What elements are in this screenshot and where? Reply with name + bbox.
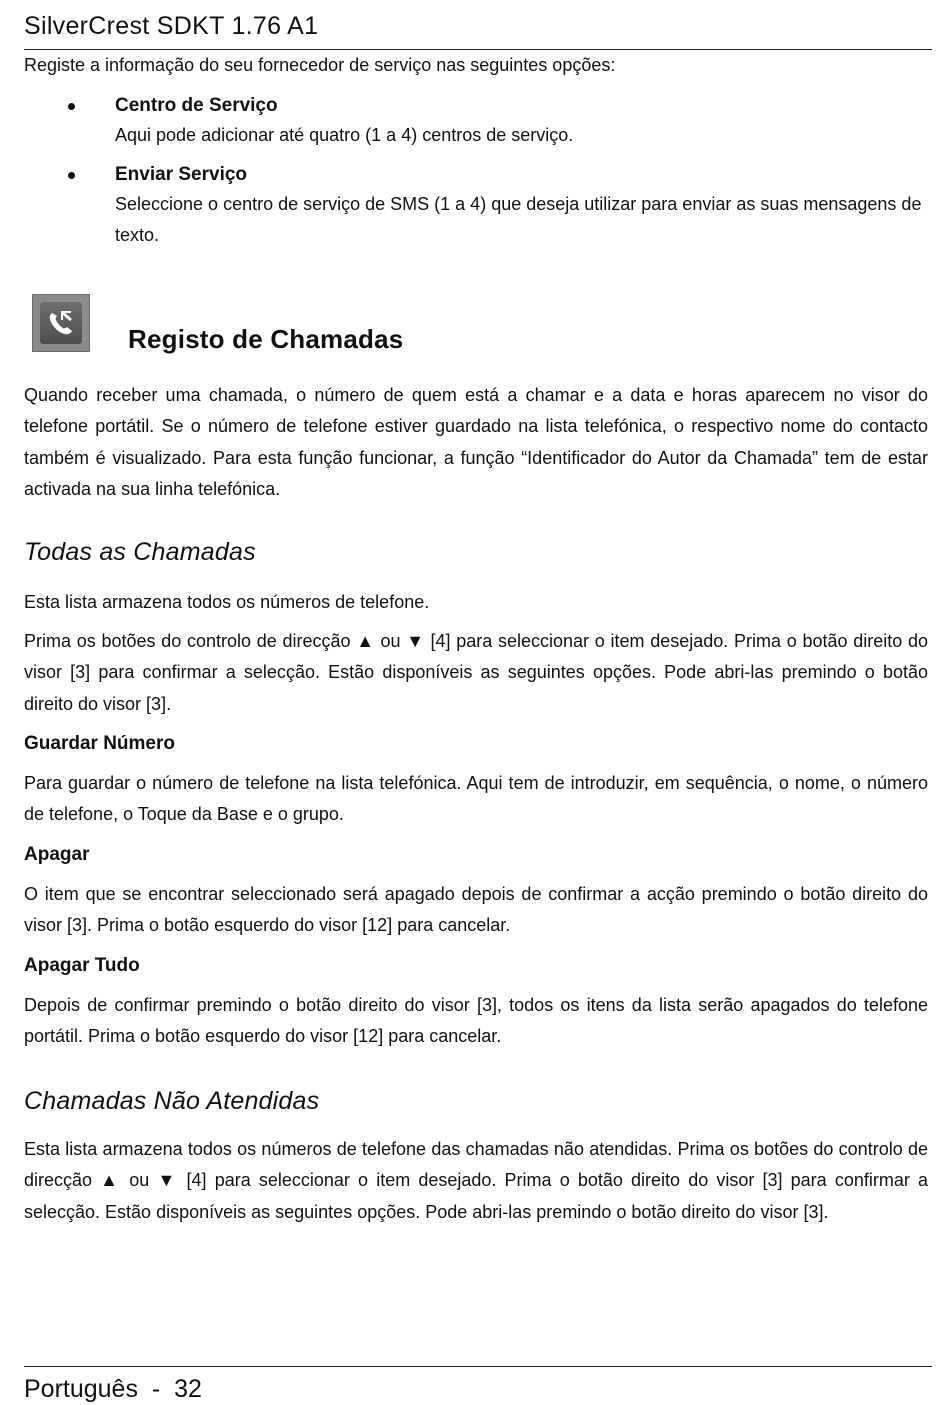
section-paragraph: Quando receber uma chamada, o número de quem está a chamar e a data e horas aparecem no visor do telefone portátil. Se o número de telefone estiver guardado na lista telefónica, o respectivo nome do contacto também é visualizado. Para esta função funcionar, a função “Identificador do Autor da Chamada” tem de estar activada na sua linha telefónica. — [24, 385, 928, 499]
missed-calls-paragraph: Esta lista armazena todos os números de telefone das chamadas não atendidas. Prima os botões do controlo de direcção ▲ ou ▼ [4] para seleccionar o item desejado. Prima o botão direito do visor [3] para confirmar a selecção. Estão disponíveis as seguintes opções. Pode abri-las premindo o botão direito do visor [3]. — [24, 1139, 928, 1222]
bullet-text: Seleccione o centro de serviço de SMS (1 a 4) que deseja utilizar para enviar as suas mensagens de texto. — [115, 194, 922, 245]
option-title-save-number: Guardar Número — [24, 733, 175, 754]
bullet-title: Enviar Serviço — [115, 164, 248, 185]
all-calls-heading: Todas as Chamadas — [24, 538, 256, 566]
footer-page-label: Português - 32 — [24, 1375, 202, 1403]
bullet-title: Centro de Serviço — [115, 95, 278, 116]
phone-call-log-icon — [32, 294, 90, 352]
bullet-text: Aqui pode adicionar até quatro (1 a 4) centros de serviço. — [115, 125, 574, 145]
option-text-delete-all: Depois de confirmar premindo o botão direito do visor [3], todos os itens da lista serão apagados do telefone portátil. Prima o botão esquerdo do visor [12] para cancelar. — [24, 995, 928, 1047]
option-title-delete: Apagar — [24, 844, 90, 865]
all-calls-instructions: Prima os botões do controlo de direcção ▲ ou ▼ [4] para seleccionar o item desejado. Prima o botão direito do visor [3] para confirmar a selecção. Estão disponíveis as seguintes opções. Pode abri-las premindo o botão direito do visor [3]. — [24, 631, 928, 714]
option-text-save-number: Para guardar o número de telefone na lista telefónica. Aqui tem de introduzir, em sequência, o nome, o número de telefone, o Toque da Base e o grupo. — [24, 773, 928, 825]
all-calls-intro: Esta lista armazena todos os números de telefone. — [24, 592, 430, 612]
option-text-delete: O item que se encontrar seleccionado será apagado depois de confirmar a acção premindo o botão direito do visor [3]. Prima o botão esquerdo do visor [12] para cancelar. — [24, 884, 928, 936]
intro-text: Registe a informação do seu fornecedor de serviço nas seguintes opções: — [24, 55, 616, 75]
section-heading — [32, 294, 912, 354]
bullet-dot-icon — [68, 172, 75, 179]
bullet-item — [70, 161, 930, 251]
bullet-dot-icon — [68, 103, 75, 110]
option-title-delete-all: Apagar Tudo — [24, 955, 140, 976]
page-header — [24, 12, 932, 50]
page-footer — [24, 1366, 932, 1403]
header-title: SilverCrest SDKT 1.76 A1 — [24, 12, 319, 40]
section-title: Registo de Chamadas — [128, 324, 404, 354]
bullet-item — [70, 92, 930, 151]
service-bullet-list — [70, 92, 930, 261]
missed-calls-heading: Chamadas Não Atendidas — [24, 1087, 320, 1115]
